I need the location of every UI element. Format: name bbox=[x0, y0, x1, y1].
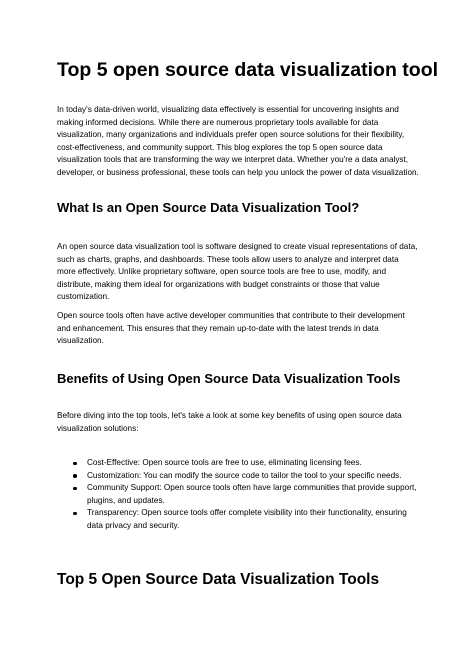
list-item bbox=[57, 457, 419, 470]
list-item bbox=[57, 470, 419, 483]
benefits-list bbox=[57, 457, 419, 533]
list-item-text: Cost-Effective: Open source tools are free to use, eliminating licensing fees. bbox=[87, 458, 362, 467]
intro-paragraph: In today's data-driven world, visualizing data effectively is essential for uncovering insights and making informed decisions. While there are numerous proprietary tools available for data visualization, many organizations and individuals prefer open source solutions for their flexibility, cost-effectiveness, and community support. This blog explores the top 5 open source data visualization tools that are transforming the way we interpret data. Whether you're a data analyst, developer, or business professional, these tools can help you unlock the power of data visualization. bbox=[57, 105, 419, 177]
list-item bbox=[57, 482, 419, 507]
section-heading-benefits: Benefits of Using Open Source Data Visualization Tools bbox=[57, 371, 401, 386]
community-paragraph: Open source tools often have active developer communities that contribute to their development and enhancement. This ensures that they remain up-to-date with the latest trends in data visualization. bbox=[57, 311, 405, 346]
bullet-icon bbox=[73, 474, 77, 478]
section-heading-top-five: Top 5 Open Source Data Visualization Tools bbox=[57, 571, 380, 588]
list-item-text: Customization: You can modify the source code to tailor the tool to your specific needs. bbox=[87, 470, 402, 480]
definition-paragraph: An open source data visualization tool is software designed to create visual representations of data, such as charts, graphs, and dashboards. These tools allow users to analyze and interpret data more effectively. Unlike proprietary software, open source tools are free to use, modify, and distribute, making them ideal for organizations with budget constraints or those that value customization. bbox=[57, 242, 418, 302]
bullet-icon bbox=[73, 462, 77, 466]
section-heading-what-is: What Is an Open Source Data Visualization Tool? bbox=[57, 200, 360, 215]
page-title: Top 5 open source data visualization tool bbox=[57, 59, 439, 81]
list-item bbox=[57, 507, 419, 532]
benefits-intro-paragraph: Before diving into the top tools, let's take a look at some key benefits of using open source data visualization solutions: bbox=[57, 411, 402, 433]
list-item-text: Transparency: Open source tools offer complete visibility into their functionality, ensuring data privacy and security. bbox=[87, 508, 407, 530]
bullet-icon bbox=[73, 487, 77, 491]
list-item-text: Community Support: Open source tools often have large communities that provide support, plugins, and updates. bbox=[87, 483, 417, 505]
bullet-icon bbox=[73, 512, 77, 516]
